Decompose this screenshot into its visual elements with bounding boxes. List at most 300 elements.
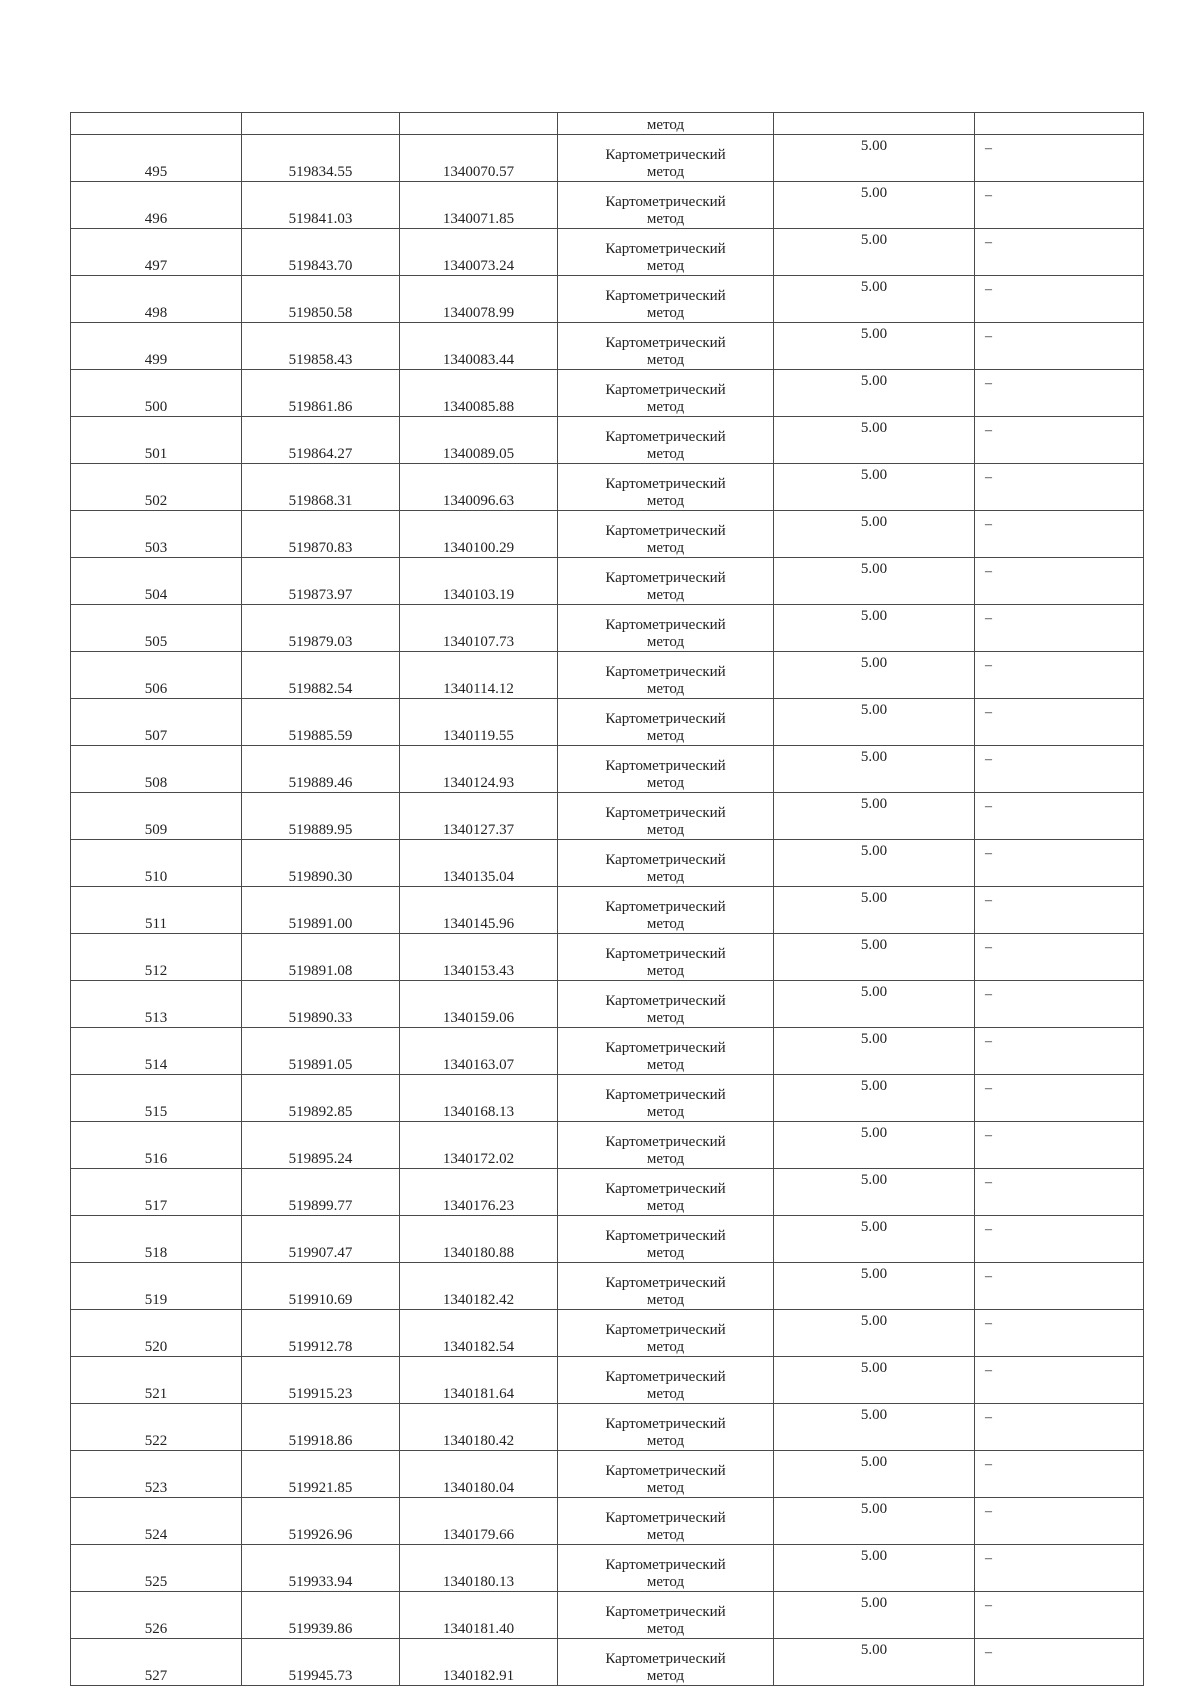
method-line-2: метод xyxy=(646,916,685,932)
note-cell: – xyxy=(975,417,1144,464)
method-line-1: Картометрический xyxy=(605,147,726,163)
method-line-1: Картометрический xyxy=(605,382,726,398)
y-coordinate-cell: 1340070.57 xyxy=(400,135,558,182)
point-number-cell: 503 xyxy=(71,511,242,558)
note-cell: – xyxy=(975,699,1144,746)
method-line-2: метод xyxy=(646,399,685,415)
method-line-2: метод xyxy=(646,1527,685,1543)
method-cell xyxy=(558,276,774,323)
table-row xyxy=(71,840,1144,887)
method-line-2: метод xyxy=(646,963,685,979)
method-line-2: метод xyxy=(646,1480,685,1496)
x-coordinate-cell: 519912.78 xyxy=(242,1310,400,1357)
accuracy-cell: 5.00 xyxy=(774,1639,975,1686)
accuracy-cell: 5.00 xyxy=(774,699,975,746)
x-coordinate-cell: 519891.08 xyxy=(242,934,400,981)
note-cell: – xyxy=(975,1263,1144,1310)
accuracy-cell: 5.00 xyxy=(774,511,975,558)
method-cell xyxy=(558,1075,774,1122)
note-cell: – xyxy=(975,981,1144,1028)
x-coordinate-cell: 519834.55 xyxy=(242,135,400,182)
point-number-cell: 511 xyxy=(71,887,242,934)
x-coordinate-cell: 519868.31 xyxy=(242,464,400,511)
point-number-cell: 522 xyxy=(71,1404,242,1451)
accuracy-cell: 5.00 xyxy=(774,1169,975,1216)
table-row xyxy=(71,1545,1144,1592)
table-row xyxy=(71,1122,1144,1169)
table-row xyxy=(71,417,1144,464)
x-coordinate-cell: 519858.43 xyxy=(242,323,400,370)
table-row xyxy=(71,793,1144,840)
table-row xyxy=(71,1169,1144,1216)
x-coordinate-cell: 519889.46 xyxy=(242,746,400,793)
method-cell xyxy=(558,652,774,699)
table-row xyxy=(71,464,1144,511)
method-line-2: метод xyxy=(646,1245,685,1261)
accuracy-cell: 5.00 xyxy=(774,1216,975,1263)
y-coordinate-cell: 1340180.04 xyxy=(400,1451,558,1498)
method-cell xyxy=(558,1122,774,1169)
x-coordinate-cell: 519891.00 xyxy=(242,887,400,934)
x-coordinate-cell: 519915.23 xyxy=(242,1357,400,1404)
method-line-1: Картометрический xyxy=(605,946,726,962)
accuracy-cell: 5.00 xyxy=(774,1592,975,1639)
y-coordinate-cell: 1340073.24 xyxy=(400,229,558,276)
x-coordinate-cell: 519933.94 xyxy=(242,1545,400,1592)
y-coordinate-cell: 1340145.96 xyxy=(400,887,558,934)
method-line-2: метод xyxy=(646,305,685,321)
table-row xyxy=(71,1075,1144,1122)
accuracy-cell: 5.00 xyxy=(774,981,975,1028)
point-number-cell: 509 xyxy=(71,793,242,840)
method-cell xyxy=(558,1169,774,1216)
x-coordinate-cell: 519870.83 xyxy=(242,511,400,558)
x-coordinate-cell: 519864.27 xyxy=(242,417,400,464)
table-row xyxy=(71,746,1144,793)
accuracy-cell: 5.00 xyxy=(774,558,975,605)
table-row xyxy=(71,323,1144,370)
method-line-1: Картометрический xyxy=(605,1651,726,1667)
y-coordinate-cell: 1340089.05 xyxy=(400,417,558,464)
method-line-1: Картометрический xyxy=(605,335,726,351)
method-cell xyxy=(558,1545,774,1592)
method-line-2: метод xyxy=(646,493,685,509)
point-number-cell: 520 xyxy=(71,1310,242,1357)
method-line-2: метод xyxy=(646,1668,685,1684)
accuracy-cell: 5.00 xyxy=(774,793,975,840)
method-line-1: Картометрический xyxy=(605,1322,726,1338)
table-row xyxy=(71,558,1144,605)
method-line-2: метод xyxy=(646,1198,685,1214)
x-coordinate-cell: 519892.85 xyxy=(242,1075,400,1122)
y-coordinate-cell: 1340163.07 xyxy=(400,1028,558,1075)
point-number-cell: 526 xyxy=(71,1592,242,1639)
accuracy-cell: 5.00 xyxy=(774,229,975,276)
table-row xyxy=(71,887,1144,934)
method-line-2: метод xyxy=(646,1010,685,1026)
y-coordinate-cell: 1340180.42 xyxy=(400,1404,558,1451)
method-line-2: метод xyxy=(646,1339,685,1355)
note-cell: – xyxy=(975,323,1144,370)
x-coordinate-cell: 519910.69 xyxy=(242,1263,400,1310)
accuracy-cell: 5.00 xyxy=(774,464,975,511)
method-line-1: Картометрический xyxy=(605,1181,726,1197)
x-coordinate-cell: 519843.70 xyxy=(242,229,400,276)
method-line-1: Картометрический xyxy=(605,570,726,586)
note-cell: – xyxy=(975,464,1144,511)
note-cell: – xyxy=(975,1545,1144,1592)
continued-accuracy-cell xyxy=(774,113,975,135)
accuracy-cell: 5.00 xyxy=(774,1263,975,1310)
table-row xyxy=(71,370,1144,417)
note-cell: – xyxy=(975,1592,1144,1639)
x-coordinate-cell: 519918.86 xyxy=(242,1404,400,1451)
method-cell xyxy=(558,135,774,182)
y-coordinate-cell: 1340180.88 xyxy=(400,1216,558,1263)
method-line-2: метод xyxy=(646,775,685,791)
method-line-2: метод xyxy=(646,446,685,462)
note-cell: – xyxy=(975,887,1144,934)
x-coordinate-cell: 519945.73 xyxy=(242,1639,400,1686)
y-coordinate-cell: 1340100.29 xyxy=(400,511,558,558)
table-row xyxy=(71,1404,1144,1451)
y-coordinate-cell: 1340103.19 xyxy=(400,558,558,605)
table-row xyxy=(71,1216,1144,1263)
table-row xyxy=(71,1639,1144,1686)
accuracy-cell: 5.00 xyxy=(774,840,975,887)
method-cell xyxy=(558,229,774,276)
y-coordinate-cell: 1340159.06 xyxy=(400,981,558,1028)
method-line-1: Картометрический xyxy=(605,429,726,445)
table-row xyxy=(71,511,1144,558)
method-cell xyxy=(558,1451,774,1498)
accuracy-cell: 5.00 xyxy=(774,1075,975,1122)
note-cell: – xyxy=(975,229,1144,276)
method-line-2: метод xyxy=(646,258,685,274)
method-cell xyxy=(558,746,774,793)
continued-method-cell: метод xyxy=(558,113,774,135)
continued-note-cell xyxy=(975,113,1144,135)
point-number-cell: 516 xyxy=(71,1122,242,1169)
method-line-2: метод xyxy=(646,1386,685,1402)
method-cell xyxy=(558,699,774,746)
y-coordinate-cell: 1340181.40 xyxy=(400,1592,558,1639)
method-line-2: метод xyxy=(646,634,685,650)
y-coordinate-cell: 1340135.04 xyxy=(400,840,558,887)
point-number-cell: 495 xyxy=(71,135,242,182)
note-cell: – xyxy=(975,511,1144,558)
table-row xyxy=(71,652,1144,699)
y-coordinate-cell: 1340180.13 xyxy=(400,1545,558,1592)
table-row xyxy=(71,699,1144,746)
x-coordinate-cell: 519899.77 xyxy=(242,1169,400,1216)
point-number-cell: 518 xyxy=(71,1216,242,1263)
y-coordinate-cell: 1340078.99 xyxy=(400,276,558,323)
method-line-1: Картометрический xyxy=(605,1087,726,1103)
method-line-1: Картометрический xyxy=(605,993,726,1009)
point-number-cell: 521 xyxy=(71,1357,242,1404)
method-line-1: Картометрический xyxy=(605,852,726,868)
note-cell: – xyxy=(975,1122,1144,1169)
method-line-2: метод xyxy=(646,540,685,556)
accuracy-cell: 5.00 xyxy=(774,746,975,793)
x-coordinate-cell: 519889.95 xyxy=(242,793,400,840)
point-number-cell: 508 xyxy=(71,746,242,793)
x-coordinate-cell: 519895.24 xyxy=(242,1122,400,1169)
note-cell: – xyxy=(975,1075,1144,1122)
method-cell xyxy=(558,1216,774,1263)
note-cell: – xyxy=(975,1310,1144,1357)
method-line-1: Картометрический xyxy=(605,1557,726,1573)
x-coordinate-cell: 519926.96 xyxy=(242,1498,400,1545)
method-line-2: метод xyxy=(646,1574,685,1590)
point-number-cell: 504 xyxy=(71,558,242,605)
accuracy-cell: 5.00 xyxy=(774,1451,975,1498)
method-cell xyxy=(558,1028,774,1075)
accuracy-cell: 5.00 xyxy=(774,605,975,652)
x-coordinate-cell: 519850.58 xyxy=(242,276,400,323)
y-coordinate-cell: 1340168.13 xyxy=(400,1075,558,1122)
method-line-1: Картометрический xyxy=(605,476,726,492)
method-line-1: Картометрический xyxy=(605,1369,726,1385)
table-row xyxy=(71,1357,1144,1404)
x-coordinate-cell: 519939.86 xyxy=(242,1592,400,1639)
method-cell xyxy=(558,793,774,840)
method-line-1: Картометрический xyxy=(605,711,726,727)
y-coordinate-cell: 1340119.55 xyxy=(400,699,558,746)
note-cell: – xyxy=(975,1451,1144,1498)
y-coordinate-cell: 1340107.73 xyxy=(400,605,558,652)
point-number-cell: 519 xyxy=(71,1263,242,1310)
method-line-1: Картометрический xyxy=(605,617,726,633)
method-cell xyxy=(558,840,774,887)
accuracy-cell: 5.00 xyxy=(774,1028,975,1075)
method-line-1: Картометрический xyxy=(605,1510,726,1526)
accuracy-cell: 5.00 xyxy=(774,1498,975,1545)
method-cell xyxy=(558,1263,774,1310)
method-cell xyxy=(558,1498,774,1545)
method-line-2: метод xyxy=(646,1104,685,1120)
method-cell xyxy=(558,323,774,370)
note-cell: – xyxy=(975,934,1144,981)
continued-y-cell xyxy=(400,113,558,135)
accuracy-cell: 5.00 xyxy=(774,934,975,981)
accuracy-cell: 5.00 xyxy=(774,370,975,417)
point-number-cell: 496 xyxy=(71,182,242,229)
point-number-cell: 525 xyxy=(71,1545,242,1592)
method-line-1: Картометрический xyxy=(605,1228,726,1244)
table-row xyxy=(71,934,1144,981)
method-line-2: метод xyxy=(646,728,685,744)
x-coordinate-cell: 519882.54 xyxy=(242,652,400,699)
point-number-cell: 523 xyxy=(71,1451,242,1498)
y-coordinate-cell: 1340127.37 xyxy=(400,793,558,840)
table-row xyxy=(71,276,1144,323)
x-coordinate-cell: 519891.05 xyxy=(242,1028,400,1075)
y-coordinate-cell: 1340176.23 xyxy=(400,1169,558,1216)
x-coordinate-cell: 519879.03 xyxy=(242,605,400,652)
y-coordinate-cell: 1340172.02 xyxy=(400,1122,558,1169)
point-number-cell: 506 xyxy=(71,652,242,699)
x-coordinate-cell: 519841.03 xyxy=(242,182,400,229)
point-number-cell: 527 xyxy=(71,1639,242,1686)
point-number-cell: 502 xyxy=(71,464,242,511)
table-row xyxy=(71,229,1144,276)
method-line-2: метод xyxy=(646,352,685,368)
coordinates-table xyxy=(70,112,1144,1686)
note-cell: – xyxy=(975,1216,1144,1263)
accuracy-cell: 5.00 xyxy=(774,1545,975,1592)
point-number-cell: 524 xyxy=(71,1498,242,1545)
y-coordinate-cell: 1340182.54 xyxy=(400,1310,558,1357)
method-cell xyxy=(558,511,774,558)
accuracy-cell: 5.00 xyxy=(774,135,975,182)
continued-x-cell xyxy=(242,113,400,135)
note-cell: – xyxy=(975,746,1144,793)
method-cell xyxy=(558,464,774,511)
note-cell: – xyxy=(975,1169,1144,1216)
accuracy-cell: 5.00 xyxy=(774,887,975,934)
coordinates-table-body xyxy=(71,113,1144,1686)
method-cell xyxy=(558,370,774,417)
point-number-cell: 514 xyxy=(71,1028,242,1075)
y-coordinate-cell: 1340085.88 xyxy=(400,370,558,417)
point-number-cell: 501 xyxy=(71,417,242,464)
continued-num-cell xyxy=(71,113,242,135)
note-cell: – xyxy=(975,1639,1144,1686)
method-line-1: Картометрический xyxy=(605,241,726,257)
x-coordinate-cell: 519873.97 xyxy=(242,558,400,605)
note-cell: – xyxy=(975,840,1144,887)
x-coordinate-cell: 519861.86 xyxy=(242,370,400,417)
x-coordinate-cell: 519885.59 xyxy=(242,699,400,746)
method-cell xyxy=(558,934,774,981)
x-coordinate-cell: 519921.85 xyxy=(242,1451,400,1498)
accuracy-cell: 5.00 xyxy=(774,1404,975,1451)
method-line-2: метод xyxy=(646,869,685,885)
x-coordinate-cell: 519890.30 xyxy=(242,840,400,887)
note-cell: – xyxy=(975,370,1144,417)
y-coordinate-cell: 1340096.63 xyxy=(400,464,558,511)
method-line-2: метод xyxy=(646,164,685,180)
method-cell xyxy=(558,1404,774,1451)
point-number-cell: 510 xyxy=(71,840,242,887)
method-line-2: метод xyxy=(646,587,685,603)
accuracy-cell: 5.00 xyxy=(774,417,975,464)
note-cell: – xyxy=(975,652,1144,699)
note-cell: – xyxy=(975,1498,1144,1545)
method-line-1: Картометрический xyxy=(605,288,726,304)
table-row xyxy=(71,1263,1144,1310)
accuracy-cell: 5.00 xyxy=(774,1122,975,1169)
method-line-2: метод xyxy=(646,681,685,697)
y-coordinate-cell: 1340114.12 xyxy=(400,652,558,699)
point-number-cell: 515 xyxy=(71,1075,242,1122)
method-line-2: метод xyxy=(646,1433,685,1449)
continued-row xyxy=(71,113,1144,135)
point-number-cell: 507 xyxy=(71,699,242,746)
point-number-cell: 513 xyxy=(71,981,242,1028)
method-line-1: Картометрический xyxy=(605,194,726,210)
accuracy-cell: 5.00 xyxy=(774,1310,975,1357)
point-number-cell: 497 xyxy=(71,229,242,276)
method-line-1: Картометрический xyxy=(605,1040,726,1056)
note-cell: – xyxy=(975,135,1144,182)
y-coordinate-cell: 1340181.64 xyxy=(400,1357,558,1404)
table-row xyxy=(71,981,1144,1028)
method-cell xyxy=(558,182,774,229)
note-cell: – xyxy=(975,276,1144,323)
method-cell xyxy=(558,1639,774,1686)
y-coordinate-cell: 1340179.66 xyxy=(400,1498,558,1545)
point-number-cell: 499 xyxy=(71,323,242,370)
note-cell: – xyxy=(975,793,1144,840)
method-cell xyxy=(558,417,774,464)
point-number-cell: 517 xyxy=(71,1169,242,1216)
accuracy-cell: 5.00 xyxy=(774,1357,975,1404)
method-line-1: Картометрический xyxy=(605,899,726,915)
point-number-cell: 505 xyxy=(71,605,242,652)
point-number-cell: 512 xyxy=(71,934,242,981)
y-coordinate-cell: 1340124.93 xyxy=(400,746,558,793)
table-row xyxy=(71,1028,1144,1075)
accuracy-cell: 5.00 xyxy=(774,276,975,323)
table-row xyxy=(71,1451,1144,1498)
method-line-1: Картометрический xyxy=(605,1134,726,1150)
method-line-2: метод xyxy=(646,211,685,227)
method-line-2: метод xyxy=(646,1621,685,1637)
table-row xyxy=(71,605,1144,652)
y-coordinate-cell: 1340083.44 xyxy=(400,323,558,370)
x-coordinate-cell: 519890.33 xyxy=(242,981,400,1028)
method-line-1: Картометрический xyxy=(605,1604,726,1620)
table-row xyxy=(71,135,1144,182)
y-coordinate-cell: 1340182.91 xyxy=(400,1639,558,1686)
method-line-2: метод xyxy=(646,1292,685,1308)
note-cell: – xyxy=(975,1404,1144,1451)
table-row xyxy=(71,1498,1144,1545)
x-coordinate-cell: 519907.47 xyxy=(242,1216,400,1263)
note-cell: – xyxy=(975,182,1144,229)
point-number-cell: 498 xyxy=(71,276,242,323)
table-row xyxy=(71,1310,1144,1357)
note-cell: – xyxy=(975,1357,1144,1404)
method-line-2: метод xyxy=(646,1151,685,1167)
note-cell: – xyxy=(975,605,1144,652)
method-line-1: Картометрический xyxy=(605,805,726,821)
accuracy-cell: 5.00 xyxy=(774,652,975,699)
method-line-1: Картометрический xyxy=(605,1416,726,1432)
y-coordinate-cell: 1340071.85 xyxy=(400,182,558,229)
method-cell xyxy=(558,1357,774,1404)
y-coordinate-cell: 1340153.43 xyxy=(400,934,558,981)
table-row xyxy=(71,1592,1144,1639)
method-cell xyxy=(558,1310,774,1357)
method-line-2: метод xyxy=(646,822,685,838)
method-cell xyxy=(558,605,774,652)
method-cell xyxy=(558,558,774,605)
table-row xyxy=(71,182,1144,229)
method-line-2: метод xyxy=(646,1057,685,1073)
method-line-1: Картометрический xyxy=(605,523,726,539)
accuracy-cell: 5.00 xyxy=(774,323,975,370)
note-cell: – xyxy=(975,558,1144,605)
accuracy-cell: 5.00 xyxy=(774,182,975,229)
method-line-1: Картометрический xyxy=(605,664,726,680)
method-cell xyxy=(558,887,774,934)
method-cell xyxy=(558,1592,774,1639)
point-number-cell: 500 xyxy=(71,370,242,417)
